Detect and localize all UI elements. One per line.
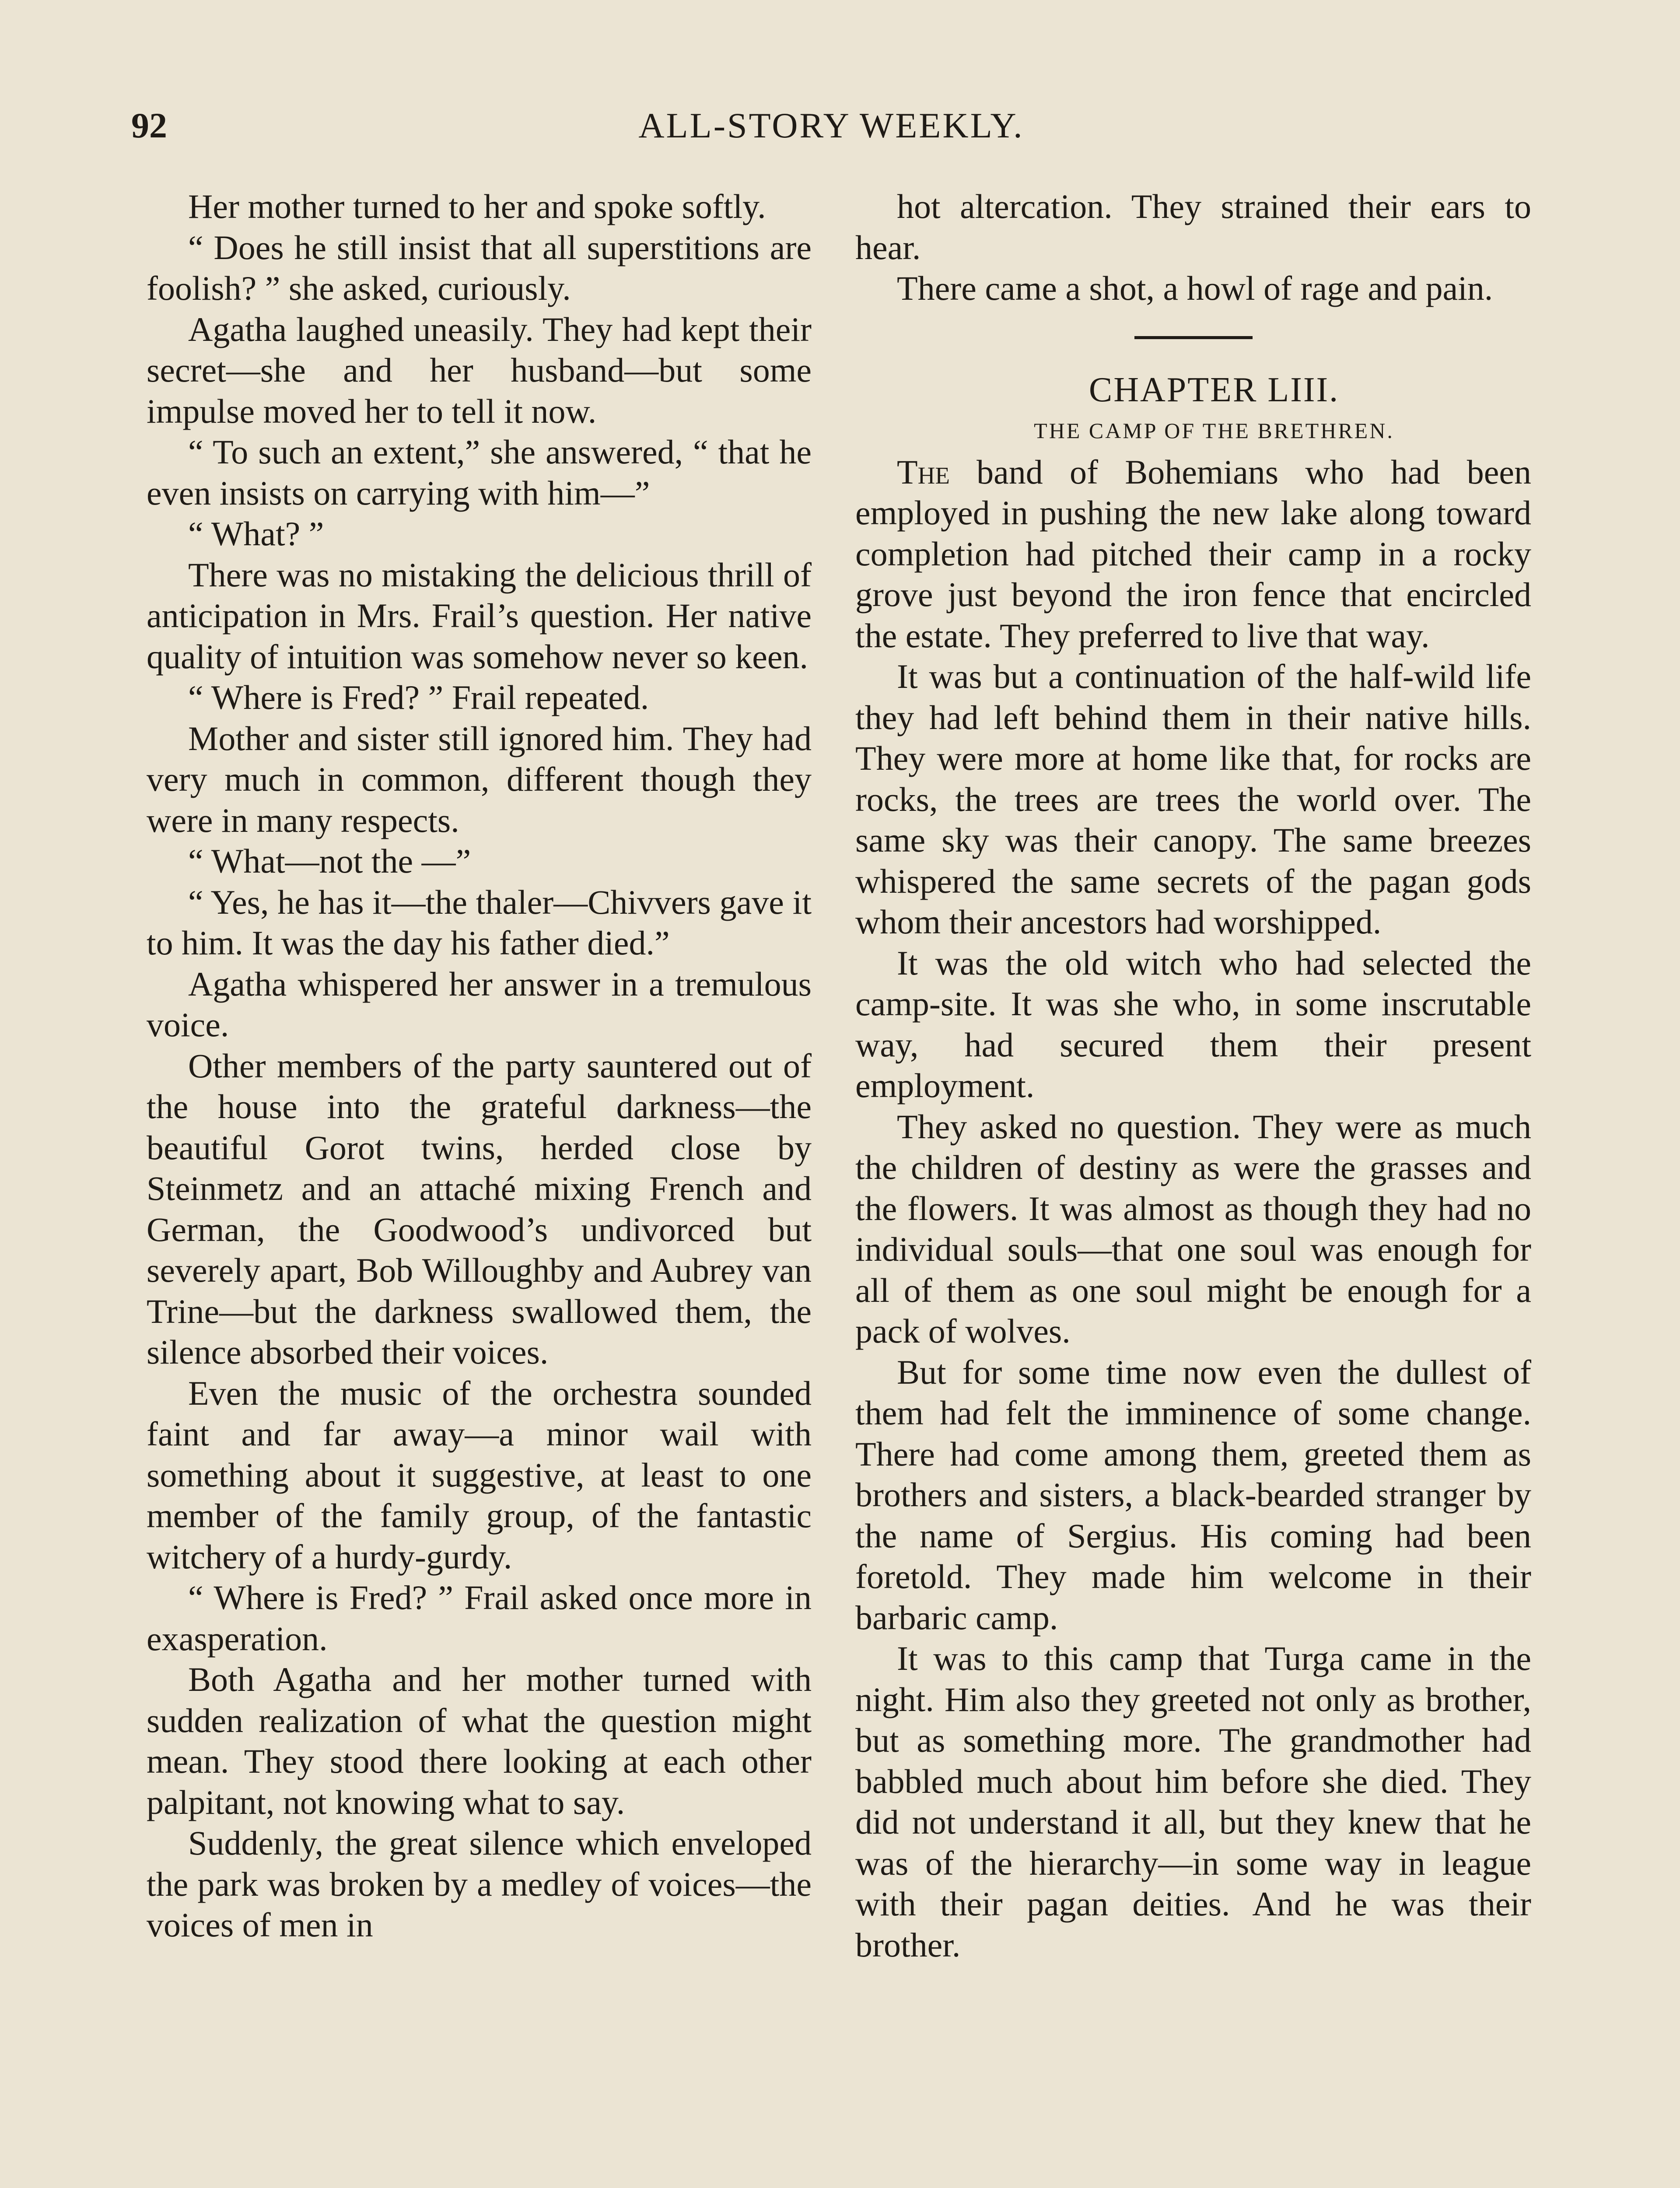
chapter-subtitle: THE CAMP OF THE BRETHREN. xyxy=(1034,418,1394,443)
paragraph: “ To such an extent,” she answered, “ that he even insists on carrying with him—” xyxy=(147,433,812,512)
right-column xyxy=(855,186,1531,1965)
paragraph: “ Where is Fred? ” Frail asked once more in exasperation. xyxy=(147,1578,812,1658)
paragraph: Other members of the party sauntered out of the house into the grateful darkness—the beautiful Gorot twins, herded close by Steinmetz and an attaché mixing French and German, the Goodwood’s undivorced but severely apart, Bob Willoughby and Aubrey van Trine—but the darkness swallowed them, the silence absorbed their voices. xyxy=(147,1046,812,1371)
page-number: 92 xyxy=(131,105,167,145)
paragraph: hot altercation. They strained their ears to hear. xyxy=(855,187,1531,266)
paragraph: They asked no question. They were as much the children of destiny as were the grasses and the flowers. It was almost as though they had no individual souls—that one soul was enough for all of them as one soul might be enough for a pack of wolves. xyxy=(855,1107,1531,1350)
paragraph: “ Yes, he has it—the thaler—Chivvers gave it to him. It was the day his father died.” xyxy=(147,883,812,962)
left-column xyxy=(147,186,812,1946)
paragraph: It was the old witch who had selected the camp-site. It was she who, in some inscrutable way, had secured them their present employment. xyxy=(855,943,1531,1105)
chapter-opening-paragraph xyxy=(855,452,1531,656)
paragraph: “ Does he still insist that all superstitions are foolish? ” she asked, curiously. xyxy=(147,228,812,307)
paragraph: Agatha whispered her answer in a tremulous voice. xyxy=(147,964,812,1044)
page-header xyxy=(131,105,1531,158)
running-title: ALL-STORY WEEKLY. xyxy=(638,105,1024,145)
paragraph: Even the music of the orchestra sounded faint and far away—a minor wail with something about it suggestive, at least to one member of the family group, of the fantastic witchery of a hurdy-gurdy. xyxy=(147,1374,812,1576)
paragraph: “ What? ” xyxy=(188,515,324,553)
opening-paragraph-text: band of Bohemians who had been employed in pushing the new lake along toward completion had pitched their camp in a rocky grove just beyond the iron fence that encircled the estate. They preferred to live that way. xyxy=(855,452,1531,655)
paragraph: It was to this camp that Turga came in the night. Him also they greeted not only as brother, but as something more. The grandmother had babbled much about him before she died. They did not understand it all, but they knew that he was of the hierarchy—in some way in league with their pagan deities. And he was their brother. xyxy=(855,1639,1531,1964)
paragraph: There came a shot, a howl of rage and pain. xyxy=(897,269,1493,307)
paragraph: It was but a continuation of the half-wild life they had left behind them in their native hills. They were more at home like that, for rocks are rocks, the trees are trees the world over. The same sky was their canopy. The same breezes whispered the same secrets of the pagan gods whom their ancestors had worshipped. xyxy=(855,657,1531,941)
section-divider xyxy=(1134,336,1253,339)
paragraph: There was no mistaking the delicious thrill of anticipation in Mrs. Frail’s question. Her native quality of intuition was somehow never so keen. xyxy=(147,555,812,676)
paragraph: Mother and sister still ignored him. They had very much in common, different though they were in many respects. xyxy=(147,719,812,839)
paragraph: But for some time now even the dullest of them had felt the imminence of some change. There had come among them, greeted them as brothers and sisters, a black-bearded stranger by the name of Sergius. His coming had been foretold. They made him welcome in their barbaric camp. xyxy=(855,1353,1531,1637)
chapter-title: CHAPTER LIII. xyxy=(1088,370,1340,409)
opening-word: The xyxy=(897,452,950,491)
paragraph: Suddenly, the great silence which enveloped the park was broken by a medley of voices—the voices of men in xyxy=(147,1824,812,1944)
paragraph: Both Agatha and her mother turned with sudden realization of what the question might mean. They stood there looking at each other palpitant, not knowing what to say. xyxy=(147,1660,812,1821)
paragraph: “ Where is Fred? ” Frail repeated. xyxy=(188,678,649,716)
paragraph: “ What—not the —” xyxy=(188,842,471,880)
paragraph: Her mother turned to her and spoke softly. xyxy=(188,187,766,225)
paragraph: Agatha laughed uneasily. They had kept their secret—she and her husband—but some impulse moved her to tell it now. xyxy=(147,310,812,430)
